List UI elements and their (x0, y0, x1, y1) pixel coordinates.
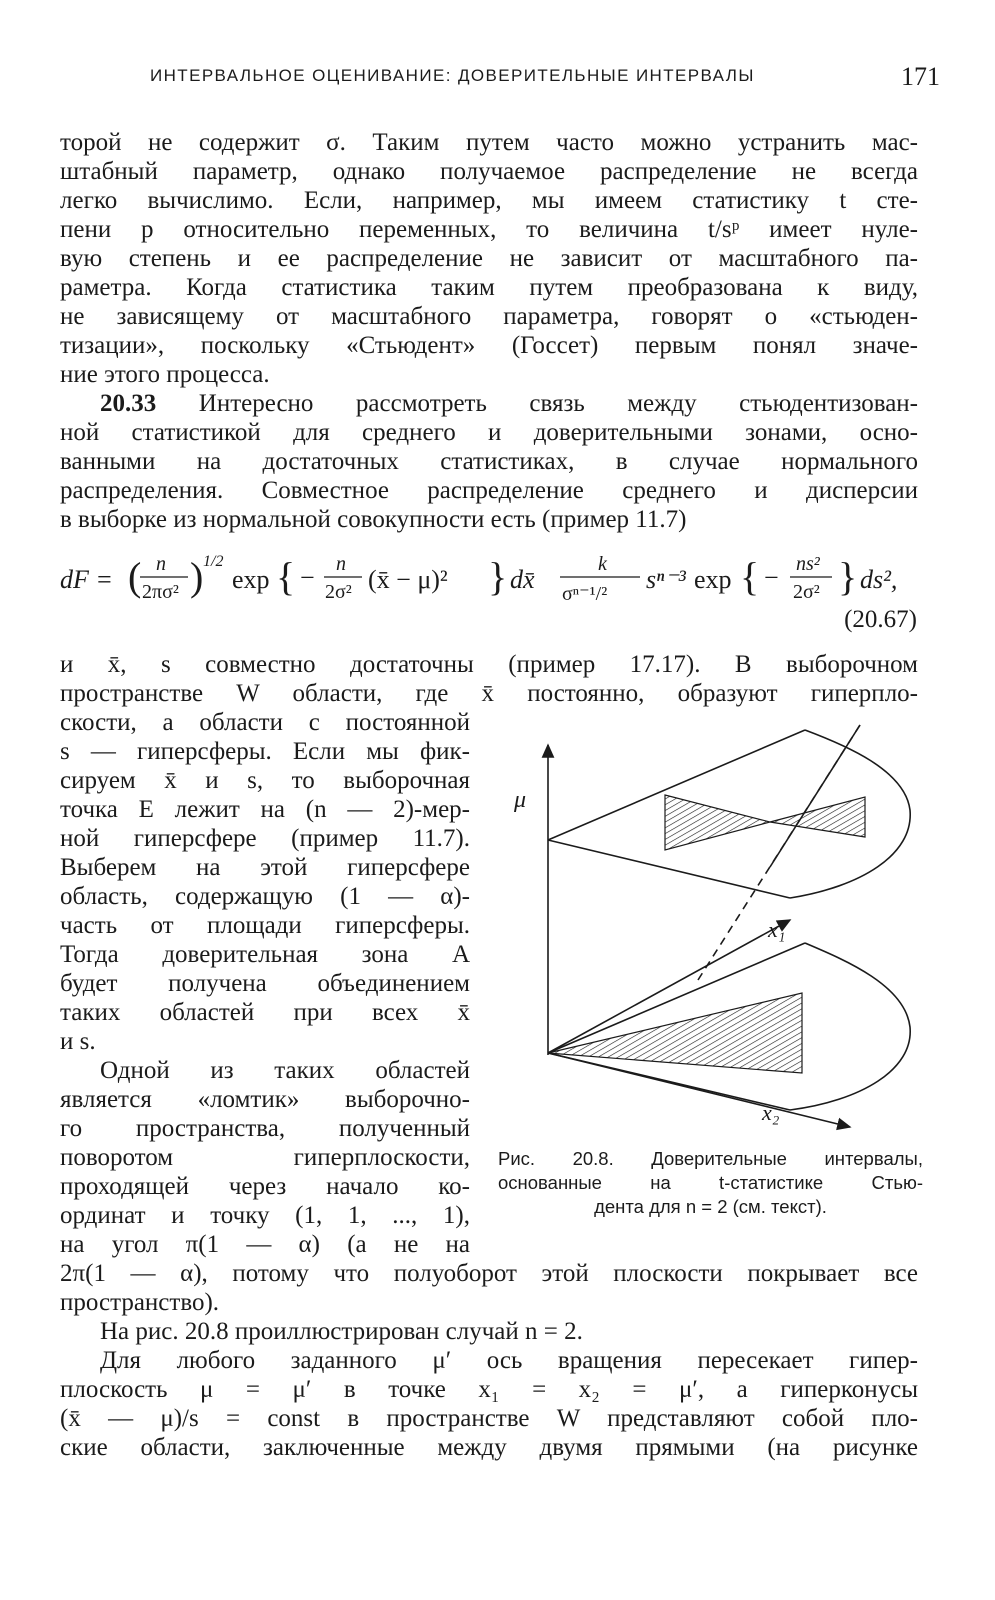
text-line: проходящей через начало ко- (60, 1173, 470, 1200)
label-mu: μ (514, 787, 527, 813)
paragraph-5: На рис. 20.8 проиллюстрирован случай n = 2. (100, 1318, 583, 1345)
text-line: пени p относительно переменных, то величина t/sᵖ имеет нуле- (60, 216, 918, 243)
page-header (150, 62, 940, 92)
text-line: ванными на достаточных статистиках, в случае нормального (60, 448, 918, 475)
running-title: ИНТЕРВАЛЬНОЕ ОЦЕНИВАНИЕ: ДОВЕРИТЕЛЬНЫЕ ИНТЕРВАЛЫ (150, 66, 755, 85)
text-line: и s. (60, 1028, 96, 1055)
text-line: штабный параметр, однако получаемое распределение не всегда (60, 158, 918, 185)
eq-exp-2: exp (694, 565, 732, 594)
text-line: 2π(1 — α), потому что полуоборот этой плоскости покрывает все (60, 1260, 918, 1287)
text-line: s — гиперсферы. Если мы фик- (60, 738, 470, 765)
caption-line: Рис. 20.8. Доверительные интервалы, (498, 1148, 923, 1169)
text-line: поворотом гиперплоскости, (60, 1144, 470, 1171)
section-text: Интересно рассмотреть связь между стьюдентизован- (198, 390, 918, 417)
eq-ds2: ds², (860, 565, 898, 594)
eq-2sigma2: 2σ² (325, 581, 352, 603)
eq-brace-close-2: } (838, 554, 858, 599)
eq-exp-1: exp (232, 565, 270, 594)
equation-svg (60, 548, 920, 608)
eq-half: 1/2 (203, 553, 224, 570)
text-line: ной статистикой для среднего и доверительными зонами, осно- (60, 419, 918, 446)
text-line: легко вычислимо. Если, например, мы имеем статистику t сте- (60, 187, 918, 214)
eq-minus-2: − (764, 563, 779, 592)
text-line: будет получена объединением (60, 970, 470, 997)
text-line: (x̄ — μ)/s = const в пространстве W представляют собой пло- (60, 1405, 918, 1432)
text-line: является «ломтик» выборочно- (60, 1086, 470, 1113)
text-line: Одной из таких областей (100, 1057, 470, 1084)
figure-20-8 (500, 715, 940, 1135)
text-line: ские области, заключенные между двумя прямыми (на рисунке (60, 1434, 918, 1461)
page-number: 171 (901, 62, 940, 91)
text-line: на угол π(1 — α) (а не на (60, 1231, 470, 1258)
text-line: Тогда доверительная зона A (60, 941, 470, 968)
text-line: тизации», поскольку «Стьюдент» (Госсет) первым понял значе- (60, 332, 918, 359)
eq-brace-open-1: { (276, 554, 296, 599)
eq-2sigma2-b: 2σ² (793, 581, 820, 603)
section-line (100, 389, 918, 418)
text-line: часть от площади гиперсферы. (60, 912, 470, 939)
eq-minus-1: − (300, 563, 315, 592)
equation-20-67 (60, 548, 920, 608)
upper-hatch-left (665, 795, 770, 850)
eq-brace-close-1: } (488, 554, 508, 599)
text-line: точка E лежит на (n — 2)-мер- (60, 796, 470, 823)
text-line: скости, а области с постоянной (60, 709, 470, 736)
text-line: пространстве W области, где x̄ постоянно, образуют гиперпло- (60, 680, 918, 707)
text-line: Для любого заданного μ′ ось вращения пересекает гипер- (100, 1347, 918, 1374)
eq-k: k (598, 553, 607, 575)
eq-dxbar: dx̄ (510, 565, 535, 594)
eq-mid: (x̄ − μ)² (368, 565, 448, 594)
text-line: вую степень и ее распределение не зависит от масштабного па- (60, 245, 918, 272)
lower-cone-arc (790, 943, 910, 1110)
text-line: таких областей при всех x̄ (60, 999, 470, 1026)
eq-dF: dF = (60, 565, 113, 594)
text-line: Выберем на этой гиперсфере (60, 854, 470, 881)
text-line: ординат и точку (1, 1, ..., 1), (60, 1202, 470, 1229)
figure-diagram (500, 715, 940, 1135)
eq-brace-open-2: { (740, 554, 760, 599)
text-line: пространство). (60, 1289, 220, 1316)
eq-n: n (156, 553, 166, 575)
eq-sigma-power: σⁿ⁻¹/² (562, 583, 608, 605)
equation-number: (20.67) (844, 606, 917, 633)
text-line: ние этого процесса. (60, 361, 270, 388)
figure-caption (498, 1147, 923, 1219)
lower-hatch-wedge (548, 993, 802, 1073)
eq-2pisigma2: 2πσ² (142, 581, 179, 603)
text-line: го пространства, полученный (60, 1115, 470, 1142)
eq-paren-open: ( (128, 554, 142, 599)
section-number: 20.33 (100, 390, 157, 417)
text-line: сируем x̄ и s, то выборочная (60, 767, 470, 794)
text-line: распределения. Совместное распределение среднего и дисперсии (60, 477, 918, 504)
eq-ns2: ns² (796, 553, 820, 575)
text-line: область, содержащую (1 — α)- (60, 883, 470, 910)
text-line: торой не содержит σ. Таким путем часто можно устранить мас- (60, 129, 918, 156)
upper-hatch-right (770, 797, 865, 837)
eq-s-power: sⁿ⁻³ (646, 565, 686, 594)
eq-n-2: n (336, 553, 346, 575)
text-line: раметра. Когда статистика таким путем преобразована к виду, (60, 274, 918, 301)
eq-paren-close: ) (190, 554, 204, 599)
text-line: в выборке из нормальной совокупности есть (пример 11.7) (60, 506, 687, 533)
label-x1: x₁ (768, 917, 786, 942)
rotation-axis-solid (770, 725, 860, 867)
caption-line: основанные на t-статистике Стью- (498, 1172, 923, 1193)
text-line: не зависящему от масштабного параметра, говорят о «стьюден- (60, 303, 918, 330)
caption-line: дента для n = 2 (см. текст). (594, 1196, 827, 1217)
text-line: ной гиперсфере (пример 11.7). (60, 825, 470, 852)
text-line: плоскость μ = μ′ в точке x₁ = x₂ = μ′, а гиперконусы (60, 1376, 918, 1403)
label-x2: x₂ (762, 1100, 780, 1125)
text-line: и x̄, s совместно достаточны (пример 17.17). В выборочном (60, 651, 918, 678)
